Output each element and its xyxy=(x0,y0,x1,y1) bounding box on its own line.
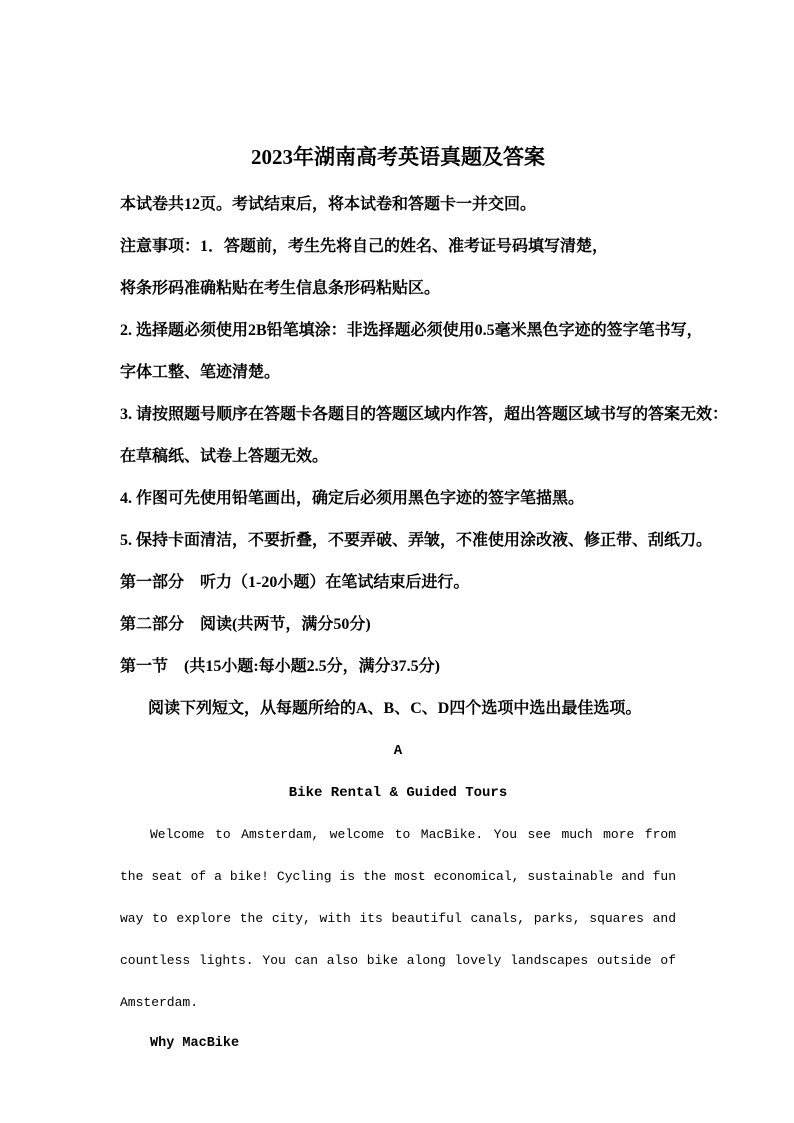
section-heading-part1: 第一节 (共15小题:每小题2.5分，满分37.5分) xyxy=(120,658,440,675)
instruction-line: 4. 作图可先使用铅笔画出，确定后必须用黑色字迹的签字笔描黑。 xyxy=(120,490,585,507)
instruction-line: 将条形码准确粘贴在考生信息条形码粘贴区。 xyxy=(120,280,441,297)
instruction-line: 字体工整、笔迹清楚。 xyxy=(120,364,281,381)
instruction-line: 5. 保持卡面清洁，不要折叠，不要弄破、弄皱，不准使用涂改液、修正带、刮纸刀。 xyxy=(120,532,713,549)
section-heading-reading: 第二部分 阅读(共两节，满分50分) xyxy=(120,616,371,633)
page-title: 2023年湖南高考英语真题及答案 xyxy=(251,145,545,169)
passage-title: Bike Rental & Guided Tours xyxy=(288,785,508,801)
instruction-line: 在草稿纸、试卷上答题无效。 xyxy=(120,448,329,465)
passage-section-label: A xyxy=(393,743,403,759)
instruction-line: 本试卷共12页。考试结束后，将本试卷和答题卡一并交回。 xyxy=(120,196,537,213)
reading-directions: 阅读下列短文，从每题所给的A、B、C、D四个选项中选出最佳选项。 xyxy=(148,700,642,717)
instruction-line: 3. 请按照题号顺序在答题卡各题目的答题区域内作答，超出答题区域书写的答案无效： xyxy=(120,406,729,423)
passage-body: Welcome to Amsterdam, welcome to MacBike. You see much more from the seat of a bike! Cycling is the most economical, sustainable and fun way to explore the city, with its beautiful canals, parks, squares and countless lights. You can also bike along lovely landscapes outside of Amsterdam. xyxy=(120,827,676,1010)
section-heading-listening: 第一部分 听力（1-20小题）在笔试结束后进行。 xyxy=(120,574,470,591)
instruction-line: 注意事项：1．答题前，考生先将自己的姓名、准考证号码填写清楚， xyxy=(120,238,609,255)
passage-subheading: Why MacBike xyxy=(150,1036,240,1051)
instruction-line: 2. 选择题必须使用2B铅笔填涂：非选择题必须使用0.5毫米黑色字迹的签字笔书写， xyxy=(120,322,703,339)
